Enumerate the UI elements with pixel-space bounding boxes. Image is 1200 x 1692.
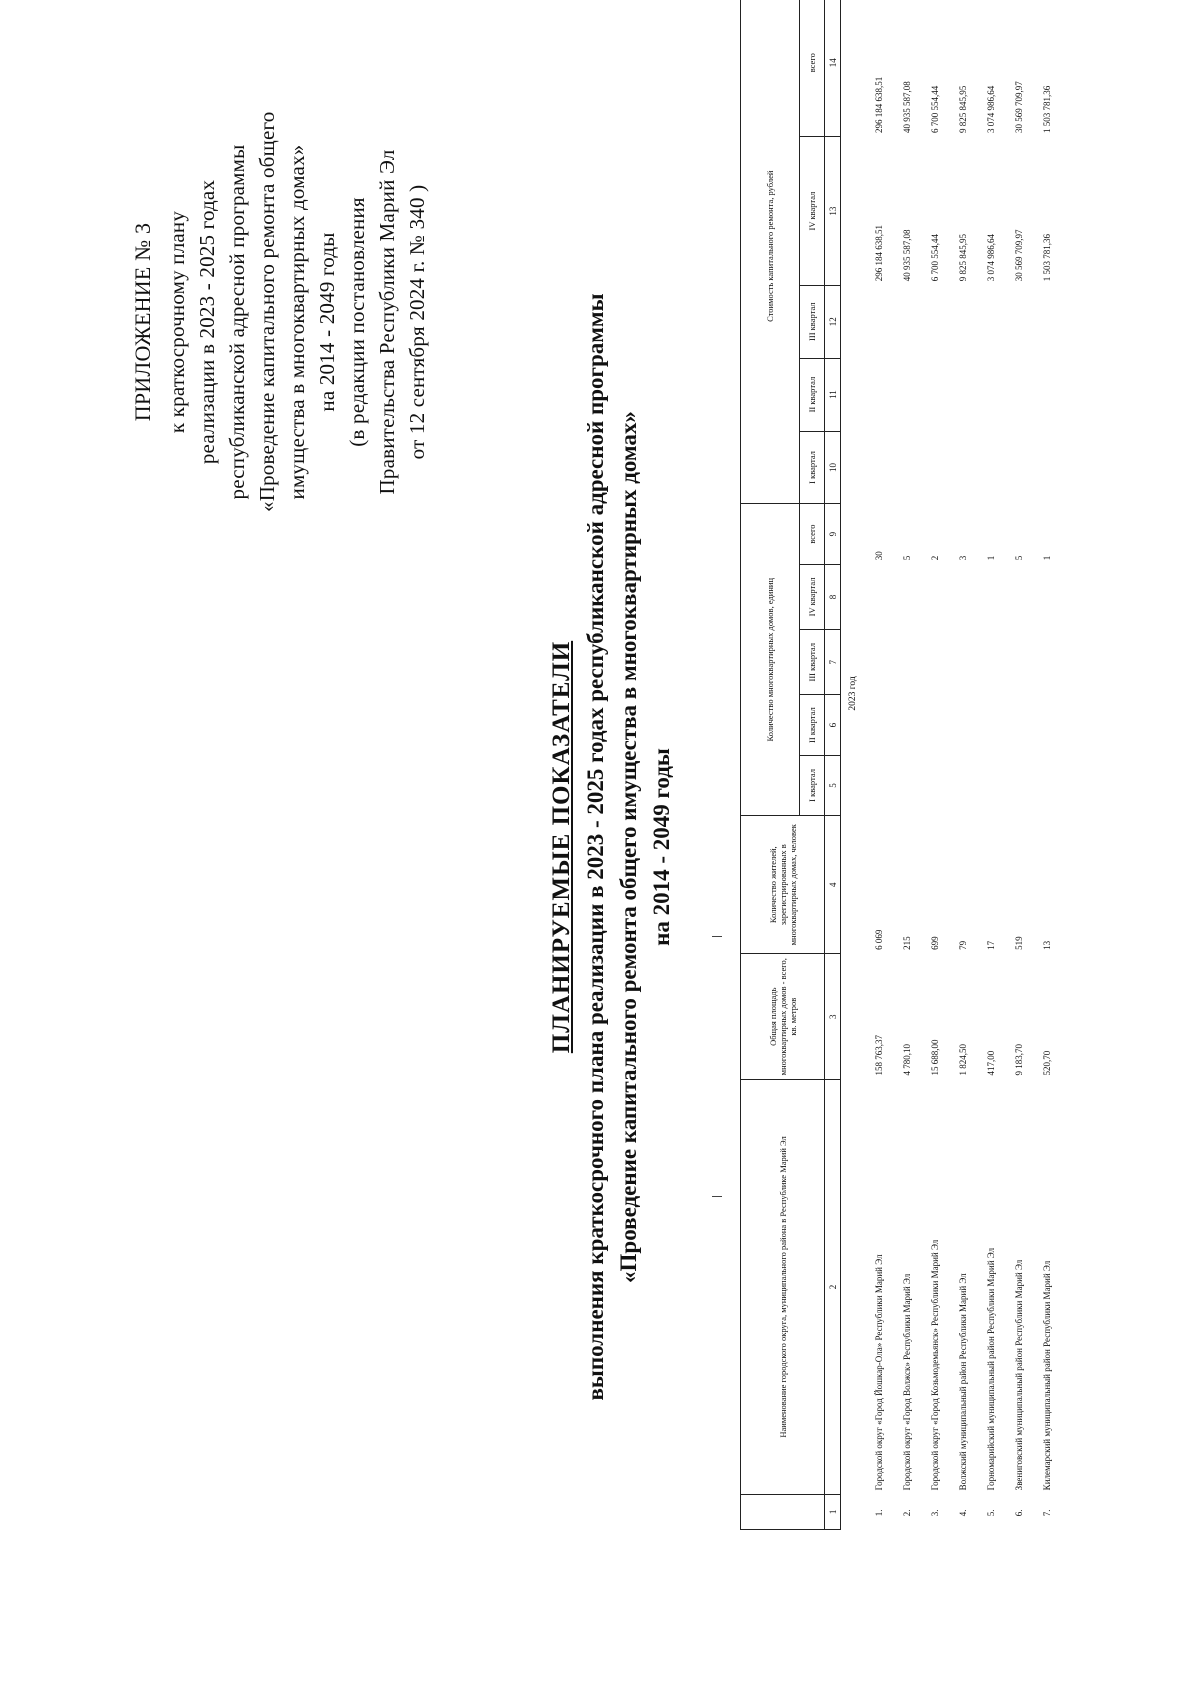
heading-title: ПЛАНИРУЕМЫЕ ПОКАЗАТЕЛИ xyxy=(548,640,575,1054)
appendix-line: республиканской адресной программы xyxy=(225,144,249,500)
header-houses-q3: III квартал xyxy=(800,630,825,695)
column-number: 2 xyxy=(825,1080,841,1495)
row-residents: 699 xyxy=(930,936,940,950)
row-area: 15 688,00 xyxy=(930,1039,940,1076)
row-number: 7. xyxy=(1042,1509,1052,1517)
appendix-line: Правительства Республики Марий Эл xyxy=(375,149,399,495)
appendix-block xyxy=(128,111,432,512)
row-number: 5. xyxy=(986,1509,996,1517)
appendix-line: от 12 сентября 2024 г. № 340 ) xyxy=(405,184,429,460)
row-number: 6. xyxy=(1014,1509,1024,1517)
row-name: Городской округ «Город Йошкар-Ола» Республики Марий Эл xyxy=(874,1254,884,1491)
header-houses-q2: II квартал xyxy=(800,695,825,755)
header-area: Общая площадь многоквартирных домов - всего, кв. метров xyxy=(741,954,825,1080)
row-cost-q4: 1 503 781,36 xyxy=(1042,234,1052,282)
row-area: 1 824,50 xyxy=(958,1044,968,1076)
header-no xyxy=(741,1494,825,1529)
row-cost-total: 9 825 845,95 xyxy=(958,85,968,133)
row-number: 1. xyxy=(874,1509,884,1517)
table-row xyxy=(977,0,1005,1530)
row-houses-total: 5 xyxy=(1014,555,1024,561)
column-number: 6 xyxy=(825,695,841,755)
header-cost-total: всего xyxy=(800,0,825,137)
row-residents: 79 xyxy=(958,940,968,950)
row-residents: 519 xyxy=(1014,936,1024,950)
row-cost-q4: 3 074 986,64 xyxy=(986,234,996,282)
table-row xyxy=(1005,0,1033,1530)
document-heading xyxy=(545,232,678,1462)
row-area: 158 763,37 xyxy=(874,1035,884,1076)
row-cost-q4: 6 700 554,44 xyxy=(930,234,940,282)
column-number: 7 xyxy=(825,630,841,695)
header-cost-q1: I квартал xyxy=(800,431,825,504)
table-row xyxy=(921,0,949,1530)
row-houses-total: 3 xyxy=(958,555,968,561)
row-area: 520,70 xyxy=(1042,1050,1052,1076)
table-row xyxy=(949,0,977,1530)
row-cost-total: 296 184 638,51 xyxy=(874,76,884,133)
year-label: 2023 год xyxy=(848,676,858,711)
row-name: Городской округ «Город Козьмодемьянск» Республики Марий Эл xyxy=(930,1239,940,1491)
header-houses-q1: I квартал xyxy=(800,755,825,815)
row-houses-total: 30 xyxy=(874,551,884,561)
heading-line-3: на 2014 - 2049 годы xyxy=(649,748,674,946)
row-cost-total: 6 700 554,44 xyxy=(930,85,940,133)
row-name: Городской округ «Город Волжск» Республики Марий Эл xyxy=(902,1273,912,1491)
appendix-title: ПРИЛОЖЕНИЕ № 3 xyxy=(130,222,155,422)
indicators-table-wrap xyxy=(740,0,1061,1530)
column-number: 14 xyxy=(825,0,841,137)
column-number: 12 xyxy=(825,285,841,358)
header-cost-q2: II квартал xyxy=(800,358,825,431)
appendix-line: «Проведение капитального ремонта общего xyxy=(255,111,279,512)
table-row xyxy=(893,0,921,1530)
table-row xyxy=(865,0,893,1530)
row-number: 3. xyxy=(930,1509,940,1517)
row-residents: 17 xyxy=(986,940,996,950)
column-number: 8 xyxy=(825,564,841,629)
row-name: Горномарийский муниципальный район Республики Марий Эл xyxy=(986,1247,996,1491)
table-row xyxy=(1033,0,1061,1530)
row-number: 2. xyxy=(902,1509,912,1517)
row-name: Килемарский муниципальный район Республики Марий Эл xyxy=(1042,1260,1052,1491)
column-number: 13 xyxy=(825,137,841,285)
row-residents: 215 xyxy=(902,936,912,950)
header-name: Наименование городского округа, муниципального района в Республике Марий Эл xyxy=(741,1080,825,1495)
row-area: 4 780,10 xyxy=(902,1044,912,1076)
row-cost-q4: 30 569 709,97 xyxy=(1014,229,1024,282)
row-area: 9 183,70 xyxy=(1014,1044,1024,1076)
appendix-line: к краткосрочному плану xyxy=(165,210,189,434)
row-cost-q4: 296 184 638,51 xyxy=(874,225,884,282)
row-area: 417,00 xyxy=(986,1050,996,1076)
row-houses-total: 1 xyxy=(986,555,996,561)
row-houses-total: 2 xyxy=(930,555,940,561)
row-residents: 6 069 xyxy=(874,929,884,950)
header-houses-total: всего xyxy=(800,504,825,564)
column-number: 3 xyxy=(825,954,841,1080)
header-cost-q3: III квартал xyxy=(800,285,825,358)
heading-line-1: выполнения краткосрочного плана реализации в 2023 - 2025 годах республиканской адресной программы xyxy=(583,293,608,1401)
row-cost-q4: 9 825 845,95 xyxy=(958,234,968,282)
row-residents: 13 xyxy=(1042,940,1052,950)
header-cost-group: Стоимость капитального ремонта, рублей xyxy=(741,0,800,504)
header-cost-q4: IV квартал xyxy=(800,137,825,285)
column-number: 11 xyxy=(825,358,841,431)
row-name: Звениговский муниципальный район Республики Марий Эл xyxy=(1014,1259,1024,1491)
column-number: 1 xyxy=(825,1494,841,1529)
row-cost-total: 3 074 986,64 xyxy=(986,85,996,133)
heading-line-2: «Проведение капитального ремонта общего имущества в многоквартирных домах» xyxy=(616,411,641,1283)
row-houses-total: 1 xyxy=(1042,555,1052,561)
header-houses-q4: IV квартал xyxy=(800,564,825,629)
header-houses-group: Количество многоквартирных домов, единиц xyxy=(741,504,800,816)
row-name: Волжский муниципальный район Республики Марий Эл xyxy=(958,1273,968,1491)
row-cost-q4: 40 935 587,08 xyxy=(902,229,912,282)
row-number: 4. xyxy=(958,1509,968,1517)
column-number: 9 xyxy=(825,504,841,564)
appendix-line: реализации в 2023 - 2025 годах xyxy=(195,179,219,465)
column-number: 4 xyxy=(825,816,841,954)
row-cost-total: 40 935 587,08 xyxy=(902,81,912,133)
appendix-line: имущества в многоквартирных домах» xyxy=(285,144,309,500)
appendix-line: (в редакции постановления xyxy=(345,197,369,447)
row-cost-total: 1 503 781,36 xyxy=(1042,85,1052,133)
column-number: 10 xyxy=(825,431,841,504)
column-number: 5 xyxy=(825,755,841,815)
scan-mark xyxy=(712,936,722,937)
row-houses-total: 5 xyxy=(902,555,912,561)
scan-mark xyxy=(712,1196,722,1197)
header-residents: Количество жителей, зарегистрированных в многоквартирных домах, человек xyxy=(741,816,825,954)
appendix-line: на 2014 - 2049 годы xyxy=(315,232,339,412)
indicators-table xyxy=(740,0,1061,1530)
row-cost-total: 30 569 709,97 xyxy=(1014,81,1024,133)
